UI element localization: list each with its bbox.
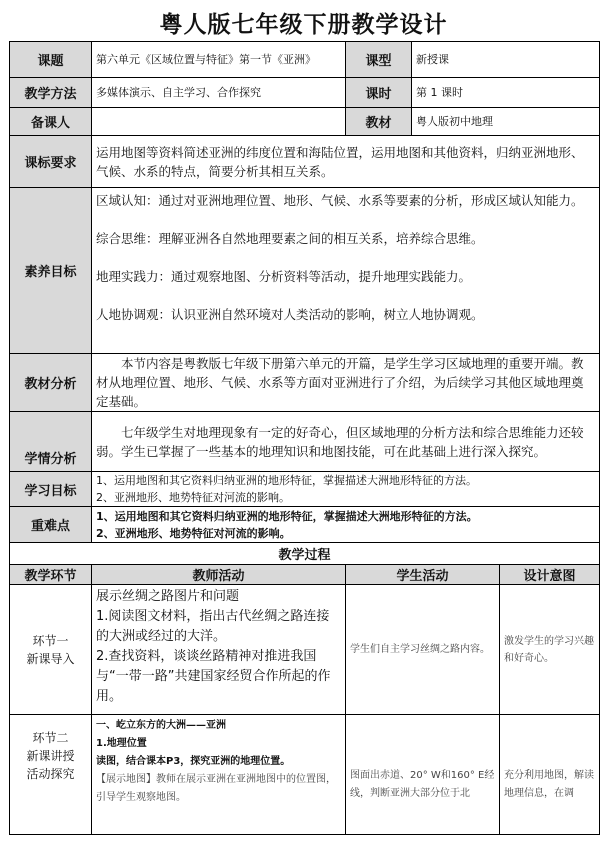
literacy-content	[92, 188, 600, 354]
key-points-label: 重难点	[10, 507, 92, 543]
student-analysis-text: 七年级学生对地理现象有一定的好奇心，但区域地理的分析方法和综合思维能力还较弱。学生已掌握了一些基本的地理知识和地图技能，可在此基础上进行深入探究。	[92, 412, 600, 472]
teacher-heading: 一、屹立东方的大洲——亚洲	[96, 720, 226, 731]
stage-line: 新课讲授	[26, 749, 75, 763]
textbook-analysis-label: 教材分析	[10, 354, 92, 412]
process-heading: 教学过程	[10, 543, 600, 565]
type-value: 新授课	[412, 42, 600, 78]
literacy-item: 人地协调观：认识亚洲自然环境对人类活动的影响，树立人地协调观。	[96, 307, 484, 322]
stage-cell	[10, 715, 92, 835]
design-cell: 激发学生的学习兴趣和好奇心。	[500, 585, 600, 715]
teacher-line: 2.查找资料，谈谈丝路精神对推进我国与“一带一路”共建国家经贸合作所起的作用。	[96, 649, 331, 704]
goals-label: 学习目标	[10, 472, 92, 507]
teacher-cell	[92, 715, 346, 835]
method-value: 多媒体演示、自主学习、合作探究	[92, 78, 346, 108]
goals-content	[92, 472, 600, 507]
page-title: 粤人版七年级下册教学设计	[159, 12, 448, 38]
student-cell: 图面出赤道、20° W和160° E经线，判断亚洲大部分位于北	[346, 715, 500, 835]
topic-value: 第六单元《区域位置与特征》第一节《亚洲》	[92, 42, 346, 78]
hours-value: 第 1 课时	[412, 78, 600, 108]
teacher-cell	[92, 585, 346, 715]
teacher-show: 【展示地图】教师在展示亚洲在亚洲地图中的位置图，引导学生观察地图。	[96, 774, 336, 803]
textbook-value: 粤人版初中地理	[412, 108, 600, 136]
design-cell: 充分利用地图，解读地理信息，在调	[500, 715, 600, 835]
type-label: 课型	[346, 42, 412, 78]
textbook-label: 教材	[346, 108, 412, 136]
goal-item: 1、运用地图和其它资料归纳亚洲的地形特征，掌握描述大洲地形特征的方法。	[96, 474, 477, 487]
stage-cell	[10, 585, 92, 715]
student-cell: 学生们自主学习丝绸之路内容。	[346, 585, 500, 715]
standards-label: 课标要求	[10, 136, 92, 188]
literacy-item: 综合思维：理解亚洲各自然地理要素之间的相互关系，培养综合思维。	[96, 231, 484, 246]
preparer-value	[92, 108, 346, 136]
col-stage-header: 教学环节	[10, 565, 92, 585]
textbook-analysis-text: 本节内容是粤教版七年级下册第六单元的开篇，是学生学习区域地理的重要开端。教材从地理位置、地形、气候、水系等方面对亚洲进行了介绍，为后续学习其他区域地理奠定基础。	[92, 354, 600, 412]
goal-item: 2、亚洲地形、地势特征对河流的影响。	[96, 491, 290, 504]
lesson-plan-table	[9, 41, 600, 835]
teacher-task: 读图，结合课本P3，探究亚洲的地理位置。	[96, 756, 291, 767]
standards-text: 运用地图等资料简述亚洲的纬度位置和海陆位置，运用地图和其他资料，归纳亚洲地形、气候、水系的特点，简要分析其相互关系。	[92, 136, 600, 188]
stage-line: 新课导入	[26, 651, 75, 666]
teacher-subheading: 1.地理位置	[96, 738, 147, 749]
stage-line: 活动探究	[26, 767, 75, 781]
teacher-line: 展示丝绸之路图片和问题	[96, 589, 240, 604]
col-student-header: 学生活动	[346, 565, 500, 585]
col-teacher-header: 教师活动	[92, 565, 346, 585]
hours-label: 课时	[346, 78, 412, 108]
col-design-header: 设计意图	[500, 565, 600, 585]
key-point-item: 1、运用地图和其它资料归纳亚洲的地形特征，掌握描述大洲地形特征的方法。	[96, 509, 478, 523]
key-points-content	[92, 507, 600, 543]
key-point-item: 2、亚洲地形、地势特征对河流的影响。	[96, 526, 291, 540]
teacher-line: 1.阅读图文材料，指出古代丝绸之路连接的大洲或经过的大洋。	[96, 609, 330, 644]
literacy-item: 地理实践力：通过观察地图、分析资料等活动，提升地理实践能力。	[96, 269, 472, 284]
literacy-label: 素养目标	[10, 188, 92, 354]
preparer-label: 备课人	[10, 108, 92, 136]
method-label: 教学方法	[10, 78, 92, 108]
student-analysis-label: 学情分析	[10, 412, 92, 472]
process-row	[10, 585, 600, 715]
stage-line: 环节一	[32, 633, 69, 648]
process-row	[10, 715, 600, 835]
topic-label: 课题	[10, 42, 92, 78]
stage-line: 环节二	[32, 731, 69, 745]
literacy-item: 区域认知：通过对亚洲地理位置、地形、气候、水系等要素的分析，形成区域认知能力。	[96, 193, 584, 208]
